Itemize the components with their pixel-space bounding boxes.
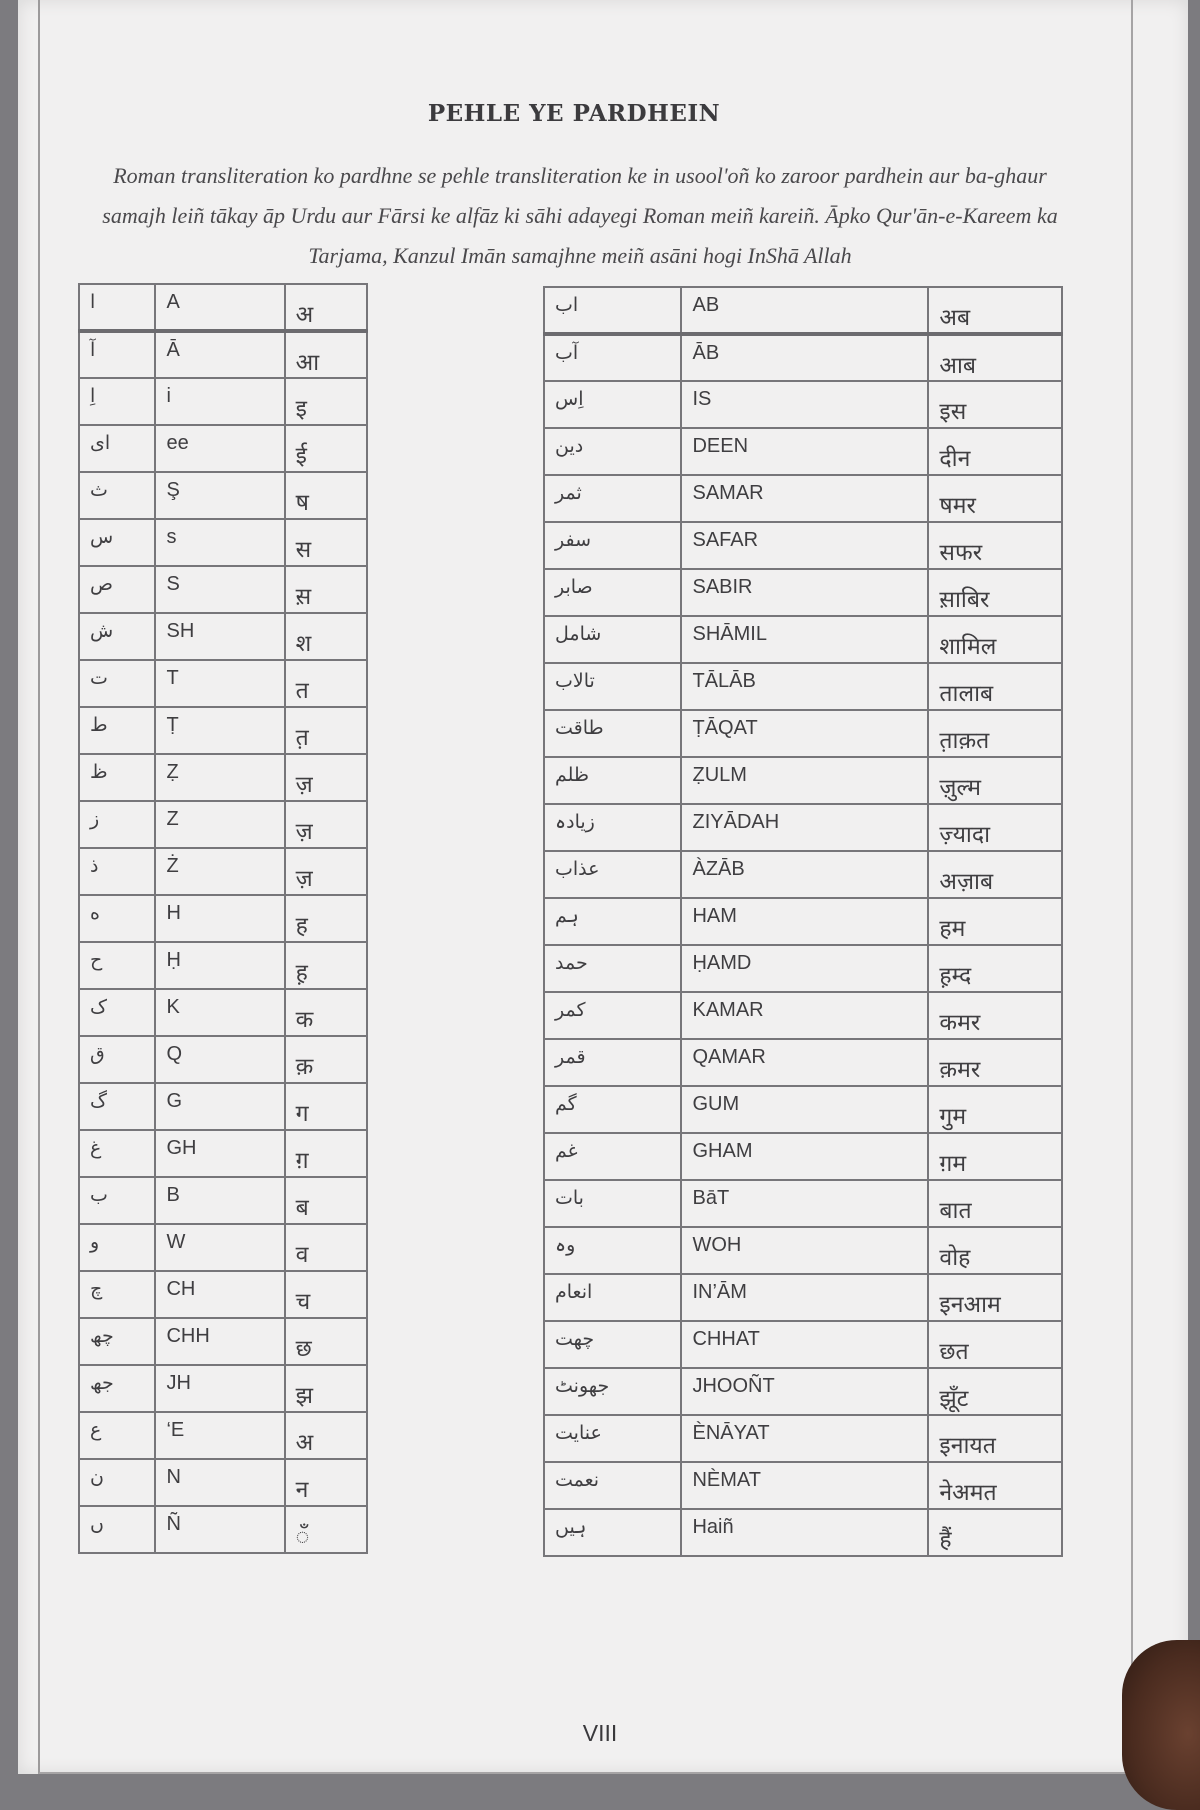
urdu-cell: عذاب xyxy=(544,851,681,898)
table-row xyxy=(544,616,1062,663)
urdu-cell: انعام xyxy=(544,1274,681,1321)
hindi-cell: आब xyxy=(928,334,1062,381)
table-row xyxy=(79,942,367,989)
hindi-cell: झ xyxy=(285,1365,367,1412)
urdu-cell: ہم xyxy=(544,898,681,945)
roman-cell: Ā xyxy=(155,331,284,378)
alphabet-table xyxy=(78,283,368,1554)
table-row xyxy=(544,804,1062,851)
hindi-cell: इनआम xyxy=(928,1274,1062,1321)
table-row xyxy=(79,801,367,848)
hindi-cell: इस xyxy=(928,381,1062,428)
table-row xyxy=(544,992,1062,1039)
urdu-cell: ع xyxy=(79,1412,155,1459)
table-row xyxy=(79,1318,367,1365)
hindi-cell: च xyxy=(285,1271,367,1318)
example-words-table xyxy=(543,286,1063,1557)
urdu-cell: چھت xyxy=(544,1321,681,1368)
urdu-cell: غ xyxy=(79,1130,155,1177)
urdu-cell: جھونٹ xyxy=(544,1368,681,1415)
urdu-cell: وہ xyxy=(544,1227,681,1274)
roman-cell: T xyxy=(155,660,284,707)
table-row xyxy=(544,1321,1062,1368)
urdu-cell: طاقت xyxy=(544,710,681,757)
hindi-cell: ग़ xyxy=(285,1130,367,1177)
table-row xyxy=(544,1462,1062,1509)
roman-cell: CH xyxy=(155,1271,284,1318)
urdu-cell: ثمر xyxy=(544,475,681,522)
roman-cell: SAFAR xyxy=(681,522,928,569)
table-row xyxy=(544,569,1062,616)
hindi-cell: स xyxy=(285,519,367,566)
hindi-cell: अब xyxy=(928,287,1062,334)
roman-cell: S xyxy=(155,566,284,613)
hindi-cell: छ xyxy=(285,1318,367,1365)
urdu-cell: ه xyxy=(79,895,155,942)
urdu-cell: شامل xyxy=(544,616,681,663)
roman-cell: NÈMAT xyxy=(681,1462,928,1509)
hindi-cell: वोह xyxy=(928,1227,1062,1274)
table-row xyxy=(544,428,1062,475)
urdu-cell: ں xyxy=(79,1506,155,1553)
table-row xyxy=(79,519,367,566)
roman-cell: i xyxy=(155,378,284,425)
hindi-cell: ग़म xyxy=(928,1133,1062,1180)
hindi-cell: ज़्यादा xyxy=(928,804,1062,851)
roman-cell: A xyxy=(155,284,284,331)
roman-cell: B xyxy=(155,1177,284,1224)
roman-cell: GH xyxy=(155,1130,284,1177)
urdu-cell: ب xyxy=(79,1177,155,1224)
urdu-cell: چ xyxy=(79,1271,155,1318)
urdu-cell: ن xyxy=(79,1459,155,1506)
urdu-cell: ش xyxy=(79,613,155,660)
roman-cell: Ẓ xyxy=(155,754,284,801)
table-row xyxy=(79,1459,367,1506)
urdu-cell: کمر xyxy=(544,992,681,1039)
roman-cell: ‘E xyxy=(155,1412,284,1459)
roman-cell: K xyxy=(155,989,284,1036)
urdu-cell: ا xyxy=(79,284,155,331)
hindi-cell: हम xyxy=(928,898,1062,945)
hindi-cell: इ xyxy=(285,378,367,425)
hindi-cell: नेअमत xyxy=(928,1462,1062,1509)
urdu-cell: سفر xyxy=(544,522,681,569)
urdu-cell: آ xyxy=(79,331,155,378)
table-row xyxy=(79,989,367,1036)
urdu-cell: ای xyxy=(79,425,155,472)
roman-cell: ḤAMD xyxy=(681,945,928,992)
hindi-cell: शामिल xyxy=(928,616,1062,663)
urdu-cell: ط xyxy=(79,707,155,754)
table-row xyxy=(544,381,1062,428)
roman-cell: JH xyxy=(155,1365,284,1412)
roman-cell: Ṭ xyxy=(155,707,284,754)
table-row xyxy=(79,707,367,754)
urdu-cell: ظ xyxy=(79,754,155,801)
table-row xyxy=(544,1086,1062,1133)
table-row xyxy=(79,331,367,378)
table-row xyxy=(544,1415,1062,1462)
hindi-cell: ज़ xyxy=(285,848,367,895)
hindi-cell: श xyxy=(285,613,367,660)
roman-cell: QAMAR xyxy=(681,1039,928,1086)
urdu-cell: اِس xyxy=(544,381,681,428)
urdu-cell: حمد xyxy=(544,945,681,992)
table-row xyxy=(544,757,1062,804)
hindi-cell: त़ xyxy=(285,707,367,754)
table-row xyxy=(79,754,367,801)
hindi-cell: ह़म्द xyxy=(928,945,1062,992)
table-row xyxy=(544,1368,1062,1415)
hindi-cell: क़मर xyxy=(928,1039,1062,1086)
roman-cell: AB xyxy=(681,287,928,334)
urdu-cell: گم xyxy=(544,1086,681,1133)
hindi-cell: त xyxy=(285,660,367,707)
hindi-cell: छत xyxy=(928,1321,1062,1368)
hindi-cell: कमर xyxy=(928,992,1062,1039)
roman-cell: KAMAR xyxy=(681,992,928,1039)
roman-cell: ẒULM xyxy=(681,757,928,804)
hindi-cell: स़ xyxy=(285,566,367,613)
hindi-cell: ह xyxy=(285,895,367,942)
table-row xyxy=(79,566,367,613)
hindi-cell: क़ xyxy=(285,1036,367,1083)
urdu-cell: زیادہ xyxy=(544,804,681,851)
page-number: VIII xyxy=(582,1720,618,1746)
table-row xyxy=(544,334,1062,381)
urdu-cell: ز xyxy=(79,801,155,848)
roman-cell: WOH xyxy=(681,1227,928,1274)
hindi-cell: स़ाबिर xyxy=(928,569,1062,616)
roman-cell: Ḥ xyxy=(155,942,284,989)
table-row xyxy=(544,1227,1062,1274)
roman-cell: GHAM xyxy=(681,1133,928,1180)
hindi-cell: अज़ाब xyxy=(928,851,1062,898)
urdu-cell: بات xyxy=(544,1180,681,1227)
table-row xyxy=(79,848,367,895)
roman-cell: SAMAR xyxy=(681,475,928,522)
hindi-cell: ज़ xyxy=(285,754,367,801)
roman-cell: TĀLĀB xyxy=(681,663,928,710)
urdu-cell: صابر xyxy=(544,569,681,616)
roman-cell: s xyxy=(155,519,284,566)
hindi-cell: अ xyxy=(285,284,367,331)
urdu-cell: ذ xyxy=(79,848,155,895)
hindi-cell: ग xyxy=(285,1083,367,1130)
roman-cell: ÀZĀB xyxy=(681,851,928,898)
urdu-cell: عنایت xyxy=(544,1415,681,1462)
table-row xyxy=(544,1133,1062,1180)
urdu-cell: اب xyxy=(544,287,681,334)
table-row xyxy=(79,895,367,942)
roman-cell: ĀB xyxy=(681,334,928,381)
table-row xyxy=(544,663,1062,710)
table-row xyxy=(79,1506,367,1553)
roman-cell: CHH xyxy=(155,1318,284,1365)
table-row xyxy=(544,851,1062,898)
table-row xyxy=(79,1365,367,1412)
roman-cell: DEEN xyxy=(681,428,928,475)
hindi-cell: गुम xyxy=(928,1086,1062,1133)
roman-cell: Ñ xyxy=(155,1506,284,1553)
urdu-cell: ص xyxy=(79,566,155,613)
table-row xyxy=(544,710,1062,757)
urdu-cell: جھ xyxy=(79,1365,155,1412)
roman-cell: BāT xyxy=(681,1180,928,1227)
table-header-row xyxy=(79,284,367,331)
roman-cell: N xyxy=(155,1459,284,1506)
hindi-cell: ष xyxy=(285,472,367,519)
roman-cell: IS xyxy=(681,381,928,428)
table-row xyxy=(79,613,367,660)
hindi-cell: सफर xyxy=(928,522,1062,569)
roman-cell: CHHAT xyxy=(681,1321,928,1368)
roman-cell: Haiñ xyxy=(681,1509,928,1556)
roman-cell: Z xyxy=(155,801,284,848)
urdu-cell: ح xyxy=(79,942,155,989)
roman-cell: G xyxy=(155,1083,284,1130)
urdu-cell: ث xyxy=(79,472,155,519)
urdu-cell: تالاب xyxy=(544,663,681,710)
hindi-cell: इनायत xyxy=(928,1415,1062,1462)
table-row xyxy=(544,945,1062,992)
urdu-cell: ک xyxy=(79,989,155,1036)
roman-cell: Ş xyxy=(155,472,284,519)
table-row xyxy=(79,425,367,472)
table-row xyxy=(79,378,367,425)
hindi-cell: बात xyxy=(928,1180,1062,1227)
table-row xyxy=(79,1224,367,1271)
table-row xyxy=(79,1177,367,1224)
table-row xyxy=(544,522,1062,569)
roman-cell: ee xyxy=(155,425,284,472)
roman-cell: Q xyxy=(155,1036,284,1083)
hindi-cell: हैं xyxy=(928,1509,1062,1556)
table-row xyxy=(79,1130,367,1177)
table-row xyxy=(544,1039,1062,1086)
hindi-cell: ँ xyxy=(285,1506,367,1553)
table-row xyxy=(544,1180,1062,1227)
table-row xyxy=(79,1271,367,1318)
hindi-cell: ई xyxy=(285,425,367,472)
urdu-cell: ت xyxy=(79,660,155,707)
urdu-cell: گ xyxy=(79,1083,155,1130)
urdu-cell: چھ xyxy=(79,1318,155,1365)
hindi-cell: आ xyxy=(285,331,367,378)
hindi-cell: त़ाक़त xyxy=(928,710,1062,757)
urdu-cell: و xyxy=(79,1224,155,1271)
roman-cell: GUM xyxy=(681,1086,928,1133)
hindi-cell: झूँट xyxy=(928,1368,1062,1415)
roman-cell: ZIYĀDAH xyxy=(681,804,928,851)
thumb xyxy=(1122,1640,1200,1810)
urdu-cell: س xyxy=(79,519,155,566)
table-row xyxy=(544,475,1062,522)
urdu-cell: قمر xyxy=(544,1039,681,1086)
intro-paragraph: Roman transliteration ko pardhne se pehle transliteration ke in usool'oñ ko zaroor pardhein aur ba-ghaur samajh leiñ tākay āp Urdu aur Fārsi ke alfāz ki sāhi adayegi Roman meiñ kareiñ. Āpko Qur'ān-e-Kareem ka Tarjama, Kanzul Imān samajhne meiñ asāni hogi InShā Allah xyxy=(102,163,1058,268)
hindi-cell: अ xyxy=(285,1412,367,1459)
roman-cell: SH xyxy=(155,613,284,660)
table-row xyxy=(544,1274,1062,1321)
page-title: PEHLE YE PARDHEIN xyxy=(427,100,721,127)
urdu-cell: دین xyxy=(544,428,681,475)
roman-cell: SHĀMIL xyxy=(681,616,928,663)
table-row xyxy=(79,1412,367,1459)
roman-cell: Ż xyxy=(155,848,284,895)
urdu-cell: ہیں xyxy=(544,1509,681,1556)
hindi-cell: दीन xyxy=(928,428,1062,475)
roman-cell: ÈNĀYAT xyxy=(681,1415,928,1462)
hindi-cell: न xyxy=(285,1459,367,1506)
table-row xyxy=(79,472,367,519)
table-header-row xyxy=(544,287,1062,334)
hindi-cell: क xyxy=(285,989,367,1036)
hindi-cell: व xyxy=(285,1224,367,1271)
urdu-cell: اِ xyxy=(79,378,155,425)
urdu-cell: ظلم xyxy=(544,757,681,804)
roman-cell: IN’ĀM xyxy=(681,1274,928,1321)
hindi-cell: षमर xyxy=(928,475,1062,522)
urdu-cell: ق xyxy=(79,1036,155,1083)
roman-cell: ṬĀQAT xyxy=(681,710,928,757)
urdu-cell: نعمت xyxy=(544,1462,681,1509)
roman-cell: HAM xyxy=(681,898,928,945)
urdu-cell: غم xyxy=(544,1133,681,1180)
table-row xyxy=(544,898,1062,945)
hindi-cell: ज़ुल्म xyxy=(928,757,1062,804)
table-row xyxy=(79,660,367,707)
roman-cell: H xyxy=(155,895,284,942)
hindi-cell: ज़ xyxy=(285,801,367,848)
roman-cell: W xyxy=(155,1224,284,1271)
urdu-cell: آب xyxy=(544,334,681,381)
hindi-cell: तालाब xyxy=(928,663,1062,710)
hindi-cell: ब xyxy=(285,1177,367,1224)
table-row xyxy=(79,1036,367,1083)
roman-cell: SABIR xyxy=(681,569,928,616)
hindi-cell: ह़ xyxy=(285,942,367,989)
roman-cell: JHOOÑT xyxy=(681,1368,928,1415)
table-row xyxy=(79,1083,367,1130)
table-row xyxy=(544,1509,1062,1556)
